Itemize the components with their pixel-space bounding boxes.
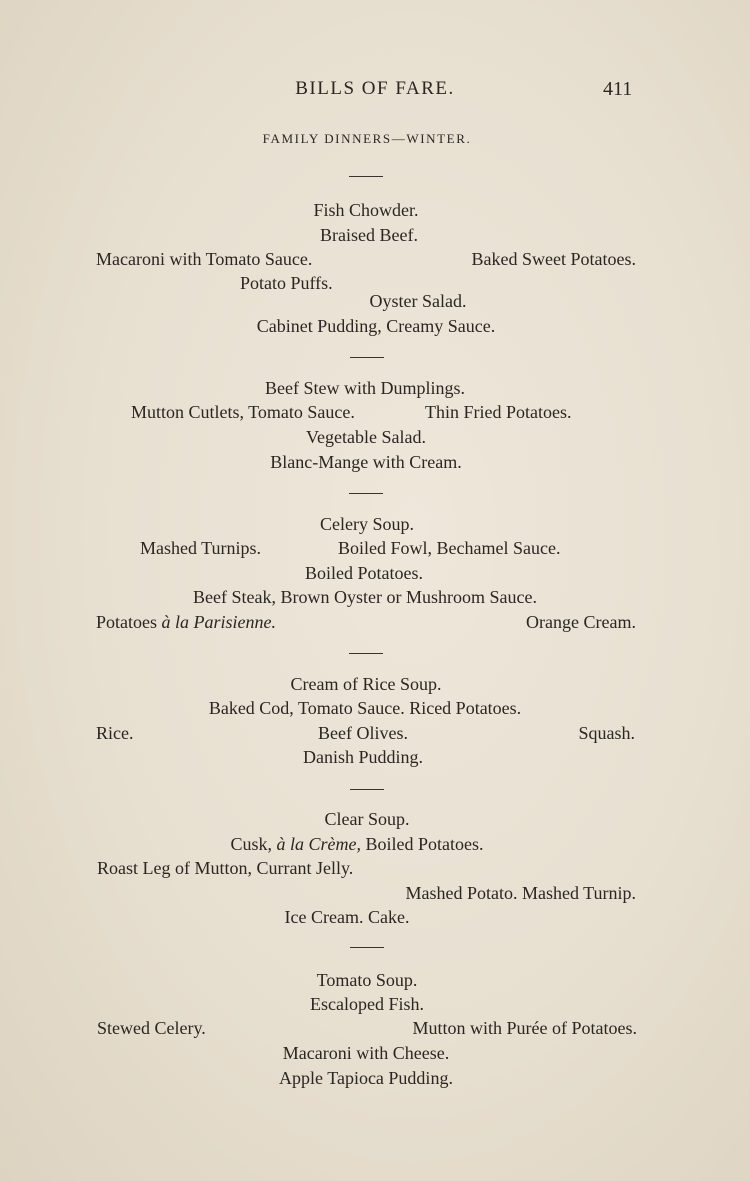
menu-line: Roast Leg of Mutton, Currant Jelly. [97, 858, 354, 878]
menu-line: Mashed Potato. Mashed Turnip. [405, 883, 636, 903]
menu-line: Rice. [96, 723, 134, 743]
menu-line: Blanc-Mange with Cream. [270, 452, 462, 472]
menu-line: Beef Olives. [318, 723, 408, 743]
page-number: 411 [603, 78, 633, 100]
separator-rule [349, 653, 383, 654]
menu-line: Boiled Fowl, Bechamel Sauce. [338, 538, 561, 558]
menu-line: Beef Stew with Dumplings. [265, 378, 465, 398]
menu-line: Mutton Cutlets, Tomato Sauce. [131, 402, 355, 422]
menu-line: Apple Tapioca Pudding. [279, 1068, 453, 1088]
menu-line-text: Potatoes [96, 612, 162, 632]
menu-line: Braised Beef. [320, 225, 418, 245]
menu-line: Baked Cod, Tomato Sauce. Riced Potatoes. [208, 698, 522, 718]
menu-line [96, 611, 276, 633]
menu-line: Clear Soup. [324, 809, 410, 829]
menu-line-text: Boiled Potatoes. [361, 834, 484, 854]
menu-line-text: Cusk, [230, 834, 277, 854]
menu-line: Thin Fried Potatoes. [425, 402, 572, 422]
menu-line: Cabinet Pudding, Creamy Sauce. [256, 316, 496, 336]
menu-line: Tomato Soup. [316, 970, 418, 990]
menu-line: Mashed Turnips. [140, 538, 262, 558]
menu-line: Beef Steak, Brown Oyster or Mushroom Sauce. [193, 587, 537, 607]
menu-line: Escaloped Fish. [310, 994, 424, 1014]
menu-line: Fish Chowder. [313, 200, 419, 220]
menu-line: Orange Cream. [526, 612, 636, 632]
separator-rule [349, 176, 383, 177]
menu-line: Cream of Rice Soup. [290, 674, 442, 694]
menu-line: Macaroni with Cheese. [282, 1043, 450, 1063]
menu-line: Ice Cream. Cake. [284, 907, 410, 927]
menu-line: Macaroni with Tomato Sauce. [96, 249, 313, 269]
separator-rule [349, 493, 383, 494]
menu-line: Squash. [578, 723, 635, 743]
menu-line-italic: à la Crème, [276, 834, 362, 854]
menu-line: Boiled Potatoes. [305, 563, 423, 583]
menu-line: Potato Puffs. [240, 273, 333, 293]
separator-rule [350, 789, 384, 790]
menu-line: Celery Soup. [320, 514, 414, 534]
menu-line: Mutton with Purée of Potatoes. [412, 1018, 637, 1038]
separator-rule [350, 947, 384, 948]
menu-line-italic: à la Parisienne. [161, 612, 276, 632]
section-title: FAMILY DINNERS—WINTER. [262, 131, 472, 146]
menu-line: Baked Sweet Potatoes. [471, 249, 636, 269]
running-header: BILLS OF FARE. [295, 78, 455, 99]
separator-rule [350, 357, 384, 358]
menu-line: Danish Pudding. [302, 747, 424, 767]
menu-line [230, 833, 483, 855]
menu-line: Oyster Salad. [369, 291, 467, 311]
menu-line: Vegetable Salad. [306, 427, 426, 447]
menu-line: Stewed Celery. [97, 1018, 206, 1038]
